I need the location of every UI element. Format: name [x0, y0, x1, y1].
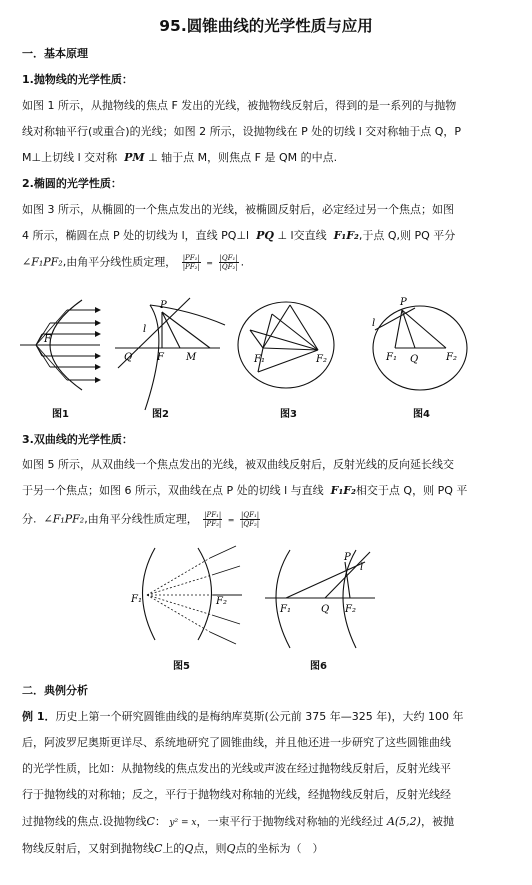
math-angle: ∠F₁PF₂: [22, 255, 63, 269]
label-Q: Q: [321, 604, 330, 615]
label-F2: F₂: [446, 352, 457, 363]
ratio-pf: $\frac{\text{|PF₁|}}{\text{|PF₂|}}$: [182, 254, 200, 271]
parabola-text-line1: 如图 1 所示，从抛物线的焦点 F 发出的光线，被抛物线反射后，得到的是一系列的与抛物: [22, 99, 457, 112]
example1-line2: 后，阿波罗尼奥斯更详尽、系统地研究了圆锥曲线，并且他还进一步研究了这些圆锥曲线: [22, 736, 451, 749]
caption-fig1: 图1: [52, 409, 69, 420]
figure6-hyperbola-tangent: [265, 550, 375, 648]
hyperbola-text-line2: 于另一个焦点；如图 6 所示，双曲线在点 P 处的切线 l 与直线 F₁F₂相交于点 Q，则 PQ 平: [22, 484, 468, 497]
label-Q: Q: [124, 352, 133, 363]
math-f1f2: F₁F₂: [333, 229, 359, 242]
section-heading-examples: 二．典例分析: [22, 684, 88, 697]
hyperbola-text-line3: 分. ∠F₁PF₂,由角平分线性质定理， $\frac{\text{|PF₁|}}{\text{|PF₂|}}$ = $\frac{\text{|QF₁|}}{\text{|QF₂|}}$: [22, 511, 260, 528]
label-Q: Q: [410, 354, 419, 365]
hyperbola-heading: 3.双曲线的光学性质：: [22, 433, 133, 446]
label-M: M: [186, 352, 197, 363]
ellipse-heading: 2.椭圆的光学性质：: [22, 177, 122, 190]
parabola-heading: 1.抛物线的光学性质：: [22, 73, 133, 86]
caption-fig6: 图6: [310, 661, 327, 672]
math-f1f2: F₁F₂: [330, 484, 356, 497]
text-run: ,由角平分线性质定理，: [62, 255, 177, 269]
label-P: P: [344, 552, 351, 563]
caption-fig4: 图4: [413, 409, 430, 420]
example1-line4: 行于抛物线的对称轴；反之，平行于抛物线对称轴的光线，经抛物线反射后，反射光线经: [22, 788, 451, 801]
parabola-text-line2: 线对称轴平行(或重合)的光线；如图 2 所示，设抛物线在 P 处的切线 l 交对称轴于点 Q，P: [22, 125, 462, 138]
section-heading-basic: 一．基本原理: [22, 47, 88, 60]
parabola-text-line3: [22, 151, 337, 165]
label-F1: F₁: [386, 352, 397, 363]
math-angle: ∠F₁PF₂: [43, 512, 85, 526]
label-F1: F₁: [280, 604, 291, 615]
figure4-ellipse-tangent: [373, 306, 467, 390]
hyperbola-text-line1: 如图 5 所示，从双曲线一个焦点发出的光线，被双曲线反射后，反射光线的反向延长线交: [22, 458, 454, 471]
example1-line5: 过抛物线的焦点.设抛物线C： y² = x，一束平行于抛物线对称轴的光线经过 A(5,2)，被抛: [22, 815, 454, 828]
ellipse-text-line2: [22, 229, 455, 243]
example1-line6: 物线反射后，又射到抛物线C上的Q点，则Q点的坐标为（ ）: [22, 842, 324, 855]
text-run: ,于点 Q,则 PQ 平分: [358, 229, 456, 242]
label-l: l: [360, 562, 364, 573]
text-run: 4 所示，椭圆在点 P 处的切线为 l，直线 PQ⊥l: [22, 229, 250, 242]
figures-5-6: [0, 540, 532, 655]
ratio-qf: $\frac{\text{|QF₁|}}{\text{|QF₂|}}$: [219, 254, 238, 271]
text-run: ⊥ l交直线: [277, 229, 327, 242]
ellipse-text-line3: ∠F₁PF₂,由角平分线性质定理， $\frac{\text{|PF₁|}}{\text{|PF₂|}}$ = $\frac{\text{|QF₁|}}{\text{|QF₂|}}$ .: [22, 254, 245, 271]
label-F1: F₁: [131, 594, 142, 605]
label-F: F: [44, 334, 51, 345]
label-F: F: [157, 352, 164, 363]
label-l: l: [372, 318, 376, 329]
caption-fig3: 图3: [280, 409, 297, 420]
label-P: P: [160, 300, 167, 311]
ratio-pf: $\frac{\text{|PF₁|}}{\text{|PF₂|}}$: [204, 511, 222, 528]
label-F1: F₁: [254, 354, 265, 365]
example1-line3: 的光学性质，比如：从抛物线的焦点发出的光线或声波在经过抛物线反射后，反射光线平: [22, 762, 451, 775]
math-pq: PQ: [256, 229, 274, 242]
figure5-hyperbola: [143, 546, 243, 644]
label-F2: F₂: [216, 596, 227, 607]
label-F2: F₂: [345, 604, 356, 615]
math-pm: PM: [124, 151, 145, 164]
page-title: 95.圆锥曲线的光学性质与应用: [159, 17, 373, 35]
ratio-qf: $\frac{\text{|QF₁|}}{\text{|QF₂|}}$: [241, 511, 260, 528]
label-F2: F₂: [316, 354, 327, 365]
label-P: P: [400, 297, 407, 308]
example1-line1: 例 1．历史上第一个研究圆锥曲线的是梅纳库莫斯(公元前 375 年—325 年)，大约 100 年: [22, 710, 464, 723]
caption-fig2: 图2: [152, 409, 169, 420]
caption-fig5: 图5: [173, 661, 190, 672]
text-run: ⊥ 轴于点 M，则焦点 F 是 QM 的中点.: [148, 151, 338, 164]
figure1-parabola: [20, 300, 101, 390]
ellipse-text-line1: 如图 3 所示，从椭圆的一个焦点发出的光线，被椭圆反射后，必定经过另一个焦点；如图: [22, 203, 454, 216]
label-l: l: [143, 324, 147, 335]
figures-1-4: [0, 290, 532, 420]
figure3-ellipse: [238, 302, 334, 388]
text-run: M⊥上切线 l 交对称: [22, 151, 118, 164]
